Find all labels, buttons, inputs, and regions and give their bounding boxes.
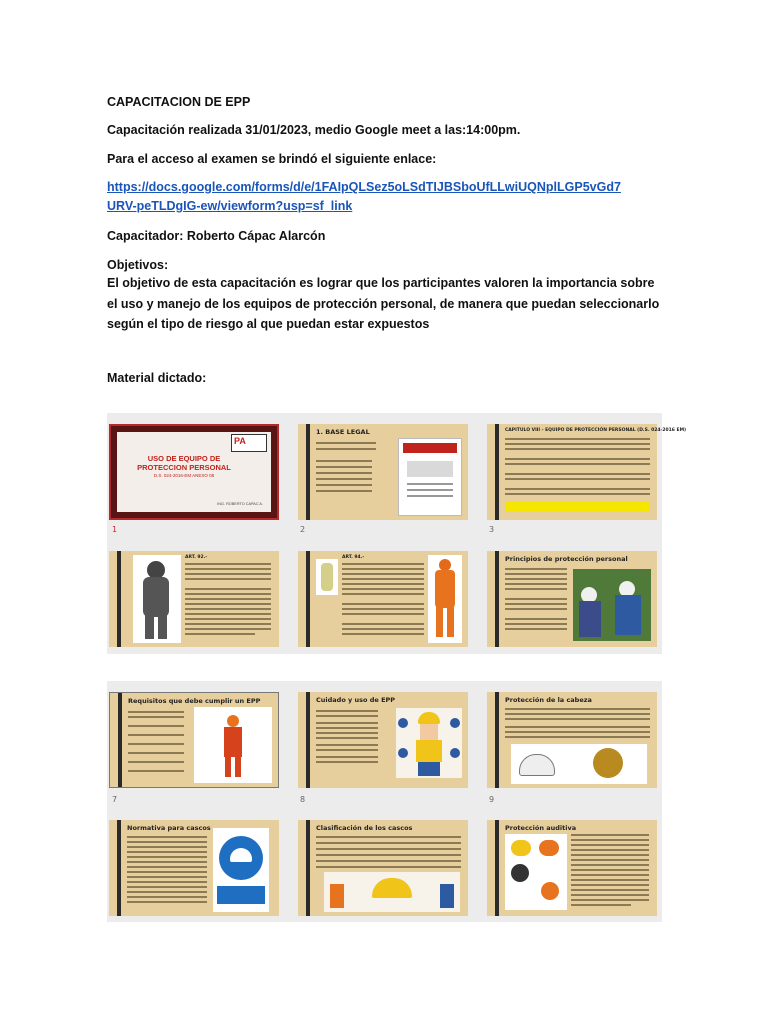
slide-9-heading: Protección de la cabeza	[505, 696, 592, 704]
slide-8[interactable]	[298, 692, 468, 788]
orange-suit-image	[428, 555, 462, 643]
slide-4-heading: ART. 92.-	[185, 555, 208, 560]
worker-epp-illustration	[396, 708, 462, 778]
slide-1-title: USO DE EQUIPO DE PROTECCION PERSONAL	[137, 454, 231, 472]
helmet-images	[511, 744, 647, 784]
ear-protection-image	[505, 834, 567, 910]
highlight-box	[505, 502, 650, 511]
slide-1-author: ING. ROBERTO CAPAC A.	[217, 502, 263, 506]
slide-6[interactable]	[487, 551, 657, 647]
slide-4[interactable]	[109, 551, 279, 647]
workers-photo	[573, 569, 651, 641]
slide-1[interactable]	[109, 424, 279, 520]
epp-diagram-image	[194, 707, 272, 783]
slide-number: 7	[112, 795, 118, 804]
slide-number: 3	[489, 525, 495, 534]
access-intro: Para el acceso al examen se brindó el siguiente enlace:	[107, 152, 437, 166]
slide-2-heading: 1. BASE LEGAL	[316, 428, 370, 436]
company-logo: PA	[231, 434, 267, 452]
slide-number: 8	[300, 795, 306, 804]
objectives-heading: Objetivos:	[107, 258, 169, 272]
material-heading: Material dictado:	[107, 371, 207, 385]
mandatory-helmet-sign	[213, 828, 269, 912]
slide-9[interactable]	[487, 692, 657, 788]
document-title: CAPACITACION DE EPP	[107, 95, 251, 109]
slide-3[interactable]	[487, 424, 687, 520]
slide-10[interactable]	[109, 820, 279, 916]
helmet-types-illustration	[324, 872, 460, 912]
slide-number: 9	[489, 795, 495, 804]
slide-1-subtitle: D.S. 024-2016-EM ANEXO 08	[153, 473, 215, 478]
slide-10-heading: Normativa para cascos	[127, 824, 211, 832]
protective-suit-image	[133, 555, 181, 643]
exam-link[interactable]: https://docs.google.com/forms/d/e/1FAIpQLSez5oLSdTIJBSboUfLLwiUQNplLGP5vGd7URV-peTLDgIG-ew/viewform?usp=sf_link	[107, 180, 621, 213]
trainer-name: Capacitador: Roberto Cápac Alarcón	[107, 229, 326, 243]
slide-number: 1	[112, 525, 118, 534]
slide-8-heading: Cuidado y uso de EPP	[316, 696, 396, 704]
slide-7[interactable]	[109, 692, 279, 788]
slide-5[interactable]	[298, 551, 468, 647]
slide-2[interactable]	[298, 424, 468, 520]
session-info: Capacitación realizada 31/01/2023, medio Google meet a las:14:00pm.	[107, 123, 521, 137]
slide-6-heading: Principios de protección personal	[505, 555, 628, 563]
newspaper-image	[398, 438, 462, 516]
slide-11-heading: Clasificación de los cascos	[316, 824, 413, 832]
slide-11[interactable]	[298, 820, 468, 916]
objectives-text: El objetivo de esta capacitación es lograr que los participantes valoren la importancia sobre el uso y manejo de los equipos de protección personal, de manera que puedan seleccionarlo según el tipo de riesgo al que puedan estar expuestos	[107, 276, 660, 331]
chemical-suit-image	[316, 559, 338, 595]
slide-5-heading: ART. 94.-	[342, 555, 365, 560]
slide-number: 2	[300, 525, 306, 534]
slide-12[interactable]	[487, 820, 657, 916]
slide-12-heading: Protección auditiva	[505, 824, 577, 832]
slide-3-heading: CAPITULO VIII - EQUIPO DE PROTECCIÓN PERSONAL (D.S. 024-2016 EM)	[505, 428, 687, 433]
slide-7-heading: Requisitos que debe cumplir un EPP	[128, 697, 261, 705]
